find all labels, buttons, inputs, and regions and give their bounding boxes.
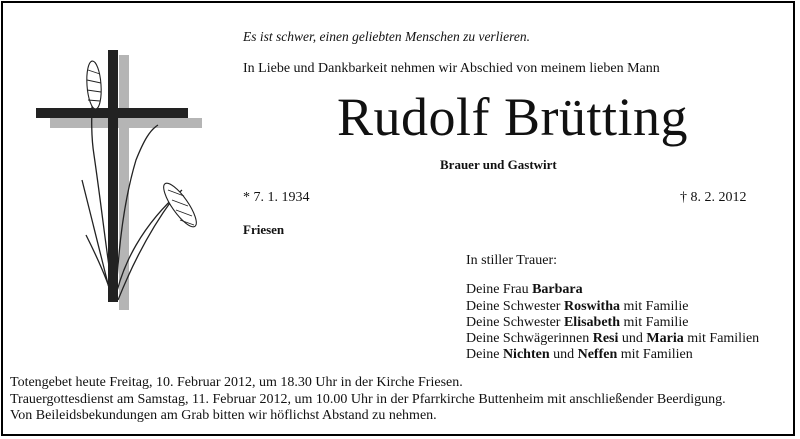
- notice-line: Totengebet heute Freitag, 10. Februar 2012, um 18.30 Uhr in der Kirche Friesen.: [10, 375, 463, 390]
- mourner-wife: Deine Frau Barbara: [466, 282, 583, 298]
- mourner-nieces-nephews: Deine Nichten und Neffen mit Familien: [466, 347, 693, 363]
- service-notice: [10, 375, 726, 425]
- quote-text: Es ist schwer, einen geliebten Menschen zu verlieren.: [243, 29, 531, 44]
- mourner-sister-2: Deine Schwester Elisabeth mit Familie: [466, 314, 689, 330]
- mourners-heading: In stiller Trauer:: [466, 253, 557, 268]
- deceased-name: Rudolf Brütting: [337, 87, 689, 147]
- intro-text: In Liebe und Dankbarkeit nehmen wir Abschied von meinem lieben Mann: [243, 61, 660, 76]
- birth-date: * 7. 1. 1934: [243, 190, 310, 205]
- mourners-list: [466, 253, 759, 364]
- mourner-sister-1: Deine Schwester Roswitha mit Familie: [466, 298, 689, 314]
- mourner-sisters-in-law: Deine Schwägerinnen Resi und Maria mit Familien: [466, 331, 760, 347]
- place-text: Friesen: [243, 222, 285, 237]
- death-date: † 8. 2. 2012: [680, 190, 747, 205]
- cross-with-wheat-icon: [32, 50, 207, 312]
- notice-line: Trauergottesdienst am Samstag, 11. Februar 2012, um 10.00 Uhr in der Pfarrkirche Buttenheim mit anschließender Beerdigung.: [10, 391, 726, 407]
- occupation-text: Brauer und Gastwirt: [440, 157, 557, 172]
- notice-line: Von Beileidsbekundungen am Grab bitten wir höflichst Abstand zu nehmen.: [10, 408, 437, 423]
